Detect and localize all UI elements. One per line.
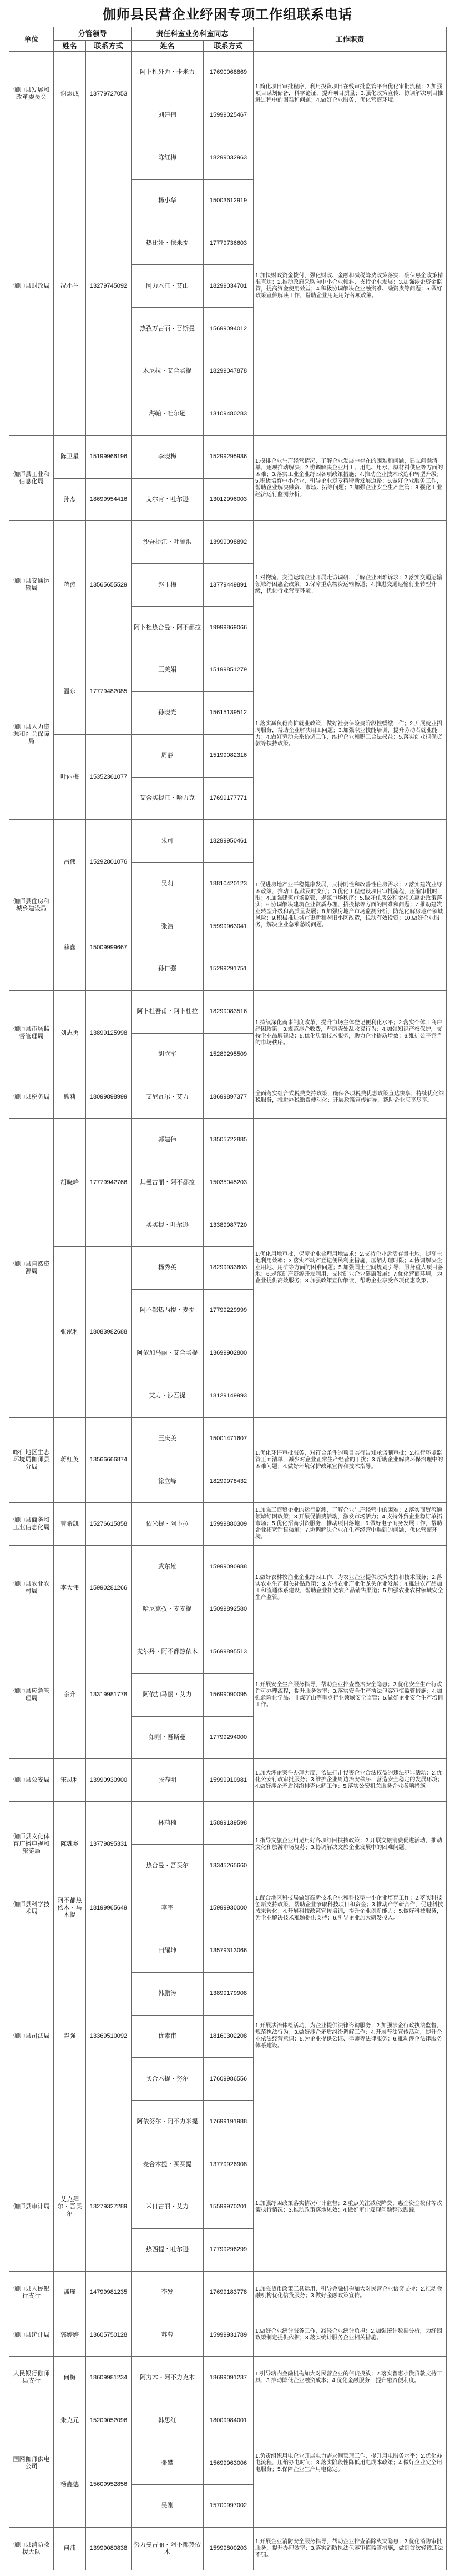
leader-phone-cell: 14799981235: [86, 2271, 132, 2314]
contact-phone-cell: 13109480283: [204, 393, 254, 435]
contact-name-cell: 韩思红: [132, 2399, 204, 2442]
contact-phone-cell: 15999025467: [204, 94, 254, 137]
contact-phone-cell: 15700997002: [204, 2484, 254, 2527]
contact-name-cell: 王美娟: [132, 649, 204, 692]
unit-name-cell: 伽师县住房和城乡建设局: [9, 820, 54, 990]
leader-name-cell: 艾克拜尔・吾买尔: [54, 2143, 86, 2272]
contact-name-cell: 刘建伟: [132, 94, 204, 137]
contact-name-cell: 张攀: [132, 2442, 204, 2485]
contact-phone-cell: 15599970201: [204, 2186, 254, 2228]
contact-phone-cell: 15035045203: [204, 1161, 254, 1204]
contact-name-cell: 阿力木江・艾山: [132, 265, 204, 308]
contact-name-cell: 田耀坤: [132, 1930, 204, 1972]
contact-phone-cell: 18810420123: [204, 863, 254, 905]
duty-cell: 1.做好企业统计服务工作，减轻企业统计负担；2.加强统计数据分析，为纾困政策制定提供依据；3.落实统计服务企业相关措施。: [254, 2314, 447, 2357]
unit-name-cell: 伽师县审计局: [9, 2143, 54, 2272]
contact-name-cell: 张浩: [132, 905, 204, 948]
unit-name-cell: 伽师县人力资源和社会保障局: [9, 649, 54, 820]
table-row: [9, 2527, 447, 2570]
leader-name-cell: 陈魏乡: [54, 1802, 86, 1887]
contact-name-cell: 韩鹏涛: [132, 1972, 204, 2015]
contact-phone-cell: 17699183778: [204, 2271, 254, 2314]
contact-name-cell: 武东雄: [132, 1546, 204, 1588]
leader-name-cell: 陈卫星: [54, 435, 86, 478]
contact-phone-cell: 17609986556: [204, 2058, 254, 2101]
contact-phone-cell: 13699902800: [204, 1332, 254, 1375]
contact-phone-cell: 15699895513: [204, 1631, 254, 1673]
unit-name-cell: 伽师县自然资源局: [9, 1119, 54, 1417]
duty-cell: 1.加快财政资金拨付，强化财政、金融和减税降费政策落实，确保惠企政策精准直达；2.推动政府采购向中小企业倾斜，支持企业发展；3.加强涉企资金监管，提高资金使用效益；4.积极协调解决企业融资难、融资贵等问题；5.做好政策宣传解读工作，帮助企业用足用好各项政策。: [254, 137, 447, 435]
leader-name-cell: 张泓利: [54, 1247, 86, 1417]
duty-cell: 1.负责组织用电企业开展电力需求侧管理工作，提升用电服务水平；2.优化办电流程，压缩办电时间；3.落实阶段性降低用电成本政策；4.做好企业安全用电服务；5.保障企业生产用电稳定。: [254, 2399, 447, 2528]
leader-name-cell: 刘志勇: [54, 990, 86, 1076]
duty-cell: 1.持续深化商事制度改革，提升市场主体登记便利化水平；2.落实个体工商户纾困政策；3.规范涉企收费，严厉查处乱收费行为；4.加强知识产权保护，支持企业品牌建设；5.优化质量技术服务，助力企业提质增效；6.维护公平竞争的市场秩序。: [254, 990, 447, 1076]
contact-name-cell: 海帕・吐尔逊: [132, 393, 204, 435]
leader-phone-cell: 18099898999: [86, 1076, 132, 1119]
leader-phone-cell: 18083982688: [86, 1247, 132, 1417]
table-row: [9, 1887, 447, 1930]
contact-name-cell: 阿卜杜吾甫・阿卜杜拉: [132, 990, 204, 1033]
duty-cell: 1.加大涉企案件办理力度，依法打击侵害企业合法权益的违法犯罪活动；2.优化公安行政审批服务；3.维护企业周边治安秩序，营造安全稳定的发展环境；4.做好涉企矛盾纠纷排查化解工作；5.落实公安机关服务企业各项措施。: [254, 1759, 447, 1802]
leader-name-cell: 薛鑫: [54, 905, 86, 991]
subheader-contact-name: 姓名: [132, 41, 204, 52]
contact-phone-cell: 15199851279: [204, 649, 254, 692]
leader-phone-cell: 15990281266: [86, 1546, 132, 1631]
leader-phone-cell: 15352361077: [86, 734, 132, 820]
contact-phone-cell: 17699191988: [204, 2101, 254, 2143]
contact-phone-cell: 18299034701: [204, 265, 254, 308]
table-row: [9, 1417, 447, 1460]
contact-phone-cell: 13899179908: [204, 1972, 254, 2015]
unit-name-cell: 伽师县科学技术局: [9, 1887, 54, 1930]
duty-cell: 1.优化用地审批，保障企业合理用地需求；2.支持企业盘活存量土地，提高土地利用效率；3.落实不动产登记便民利企措施，压缩办理时限；4.协调解决企业用地、用矿等方面的困难问题；5.加强国土空间规划引导，服务重大项目落地；6.规范矿产资源开发利用，支持矿业企业健康发展；7.优化营商环境，为企业提供高效服务；8.加强政策宣传解读，帮助企业享受各项优惠政策。: [254, 1119, 447, 1417]
leader-name-cell: 曹希凯: [54, 1503, 86, 1546]
unit-name-cell: 人民银行伽师县支行: [9, 2357, 54, 2399]
leader-name-cell: 叶丽梅: [54, 734, 86, 820]
contact-phone-cell: 18009984001: [204, 2399, 254, 2442]
unit-name-cell: 伽师县人民银行支行: [9, 2271, 54, 2314]
contact-phone-cell: 18299978432: [204, 1460, 254, 1503]
contact-name-cell: 沙吾提江・吐鲁洪: [132, 521, 204, 564]
contact-phone-cell: 17799229999: [204, 1289, 254, 1332]
contact-phone-cell: 18160302208: [204, 2015, 254, 2058]
contact-name-cell: 吴莉: [132, 863, 204, 905]
header-leader: 分管领导: [54, 27, 132, 41]
contact-name-cell: 其曼古丽・阿不都拉: [132, 1161, 204, 1204]
leader-phone-cell: 15209052096: [86, 2399, 132, 2442]
table-row: [9, 52, 447, 94]
unit-name-cell: 伽师县公安局: [9, 1759, 54, 1802]
duty-cell: 1.对物流、交通运输企业开展走访调研，了解企业困难诉求；2.落实交通运输领域纾困惠企政策；3.保障重点物资运输畅通；4.推进交通运输行业转型升级，优化行业营商环境。: [254, 521, 447, 649]
contact-phone-cell: 19999869066: [204, 607, 254, 649]
contact-phone-cell: 15999963041: [204, 905, 254, 948]
table-body: [9, 52, 447, 2570]
table-row: [9, 435, 447, 478]
contact-phone-cell: 15299291751: [204, 948, 254, 991]
table-row: [9, 2357, 447, 2399]
contact-name-cell: 买买提・吐尔逊: [132, 1204, 204, 1247]
leader-name-cell: 阿不都热依木・马木提: [54, 1887, 86, 1930]
contact-phone-cell: 13345265660: [204, 1845, 254, 1887]
subheader-leader-name: 姓名: [54, 41, 86, 52]
contact-phone-cell: 18299047878: [204, 350, 254, 393]
leader-phone-cell: 13279327289: [86, 2143, 132, 2272]
contact-name-cell: 依米提・阿卜拉: [132, 1503, 204, 1546]
contact-name-cell: 热孜万古丽・吾斯曼: [132, 308, 204, 350]
leader-phone-cell: 18199965649: [86, 1887, 132, 1930]
unit-name-cell: 伽师县农业农村局: [9, 1546, 54, 1631]
subheader-contact-phone: 联系方式: [204, 41, 254, 52]
contact-name-cell: 买合木提・努尔: [132, 2058, 204, 2101]
unit-name-cell: 伽师县市场监督管理局: [9, 990, 54, 1076]
table-row: [9, 990, 447, 1033]
unit-name-cell: 伽师县司法局: [9, 1930, 54, 2143]
contact-phone-cell: 18299083516: [204, 990, 254, 1033]
leader-phone-cell: 13279745092: [86, 137, 132, 435]
contact-phone-cell: 18129149993: [204, 1375, 254, 1417]
header-duty: 工作职责: [254, 27, 447, 52]
header-contact: 责任科室业务科室同志: [132, 27, 254, 41]
leader-phone-cell: 17779482085: [86, 649, 132, 735]
duty-cell: 1.优化环评审批服务，对符合条件的项目实行告知承诺制审批；2.推行环境监管正面清单，减少对企业正常生产经营的干扰；3.帮助企业解决环保治理中的困难问题；4.做好环境保护政策宣传和技术指导。: [254, 1417, 447, 1503]
contact-name-cell: 麦合木提・买买提: [132, 2143, 204, 2186]
contact-phone-cell: 17779736603: [204, 222, 254, 265]
contact-phone-cell: 15699963006: [204, 2442, 254, 2485]
table-row: [9, 1119, 447, 1161]
leader-name-cell: 熊莉: [54, 1076, 86, 1119]
contact-name-cell: 哈尼克孜・麦麦提: [132, 1588, 204, 1631]
contact-name-cell: 郭建伟: [132, 1119, 204, 1161]
duty-cell: 全面落实组合式税费支持政策，确保各项税费优惠政策直达快享；持续优化纳税服务，推进办税缴费便利化；开展政策宣传辅导，帮助企业应享尽享。: [254, 1076, 447, 1119]
leader-phone-cell: 18609981234: [86, 2357, 132, 2399]
contact-phone-cell: 15999880309: [204, 1503, 254, 1546]
table-row: [9, 820, 447, 863]
duty-cell: 1.落实减负稳岗扩就业政策，做好社会保险费阶段性缓缴工作；2.开展就业招聘服务，帮助企业解决用工问题；3.加强职业技能培训，提升劳动者就业能力；4.做好劳动关系协调工作，维护企业和职工合法权益；5.落实创业担保贷款等扶持政策。: [254, 649, 447, 820]
contact-name-cell: 热比娅・依米提: [132, 222, 204, 265]
duty-cell: 1.加强货币政策工具运用，引导金融机构加大对民营企业信贷支持；2.推动金融机构优化信贷服务；3.做好金融政策宣传。: [254, 2271, 447, 2314]
contact-phone-cell: 17699177771: [204, 777, 254, 820]
leader-name-cell: 蒋红英: [54, 1417, 86, 1503]
contact-phone-cell: 13999098892: [204, 521, 254, 564]
contact-name-cell: 李发: [132, 2271, 204, 2314]
contact-name-cell: 阿依加马丽・艾合买提: [132, 1332, 204, 1375]
leader-phone-cell: 15276615858: [86, 1503, 132, 1546]
contact-name-cell: 杨小华: [132, 179, 204, 222]
leader-phone-cell: 13779727053: [86, 52, 132, 137]
leader-phone-cell: 13779895331: [86, 1802, 132, 1887]
contact-name-cell: 麦尔丹・阿不都热依木: [132, 1631, 204, 1673]
unit-name-cell: 伽师县应急管理局: [9, 1631, 54, 1759]
contact-name-cell: 热合曼・吾买尔: [132, 1845, 204, 1887]
contact-name-cell: 艾力・沙吾提: [132, 1375, 204, 1417]
contact-phone-cell: 15099892580: [204, 1588, 254, 1631]
table-row: [9, 1546, 447, 1588]
contact-phone-cell: 15699090095: [204, 1673, 254, 1716]
contact-name-cell: 阿不都热西提・麦提: [132, 1289, 204, 1332]
contact-name-cell: 李晓梅: [132, 435, 204, 478]
duty-cell: 1.开展法治体检活动，为企业提供法律咨询服务；2.加强涉企行政执法监督，规范执法行为；3.做好涉企矛盾纠纷调解工作；4.开展普法宣传活动，提升企业依法经营意识；5.为企业提供公证、律师等法律服务；6.推动涉企法律服务体系建设。: [254, 1930, 447, 2143]
contact-phone-cell: 15999930000: [204, 1887, 254, 1930]
contact-name-cell: 吴刚: [132, 2484, 204, 2527]
table-row: [9, 2143, 447, 2186]
table-row: [9, 1631, 447, 1673]
unit-name-cell: 伽师县工业和信息化局: [9, 435, 54, 521]
leader-name-cell: 潘瑾: [54, 2271, 86, 2314]
duty-cell: 1.配合地区科技局做好高新技术企业和科技型中小企业培育工作；2.落实科技创新支持政策，帮助企业争取科技项目和资金；3.推动产学研合作，促进科技成果转化；4.开展科技政策宣传培训，提升企业创新能力；5.做好科技服务，为企业解决技术难题提供支持；6.引导企业加大研发投入。: [254, 1887, 447, 1930]
contact-table: [9, 27, 447, 2570]
leader-name-cell: 郭婷婷: [54, 2314, 86, 2357]
leader-name-cell: 赵强: [54, 1930, 86, 2143]
leader-name-cell: 孙杰: [54, 478, 86, 521]
leader-phone-cell: 15292801076: [86, 820, 132, 905]
leader-name-cell: 杨鑫德: [54, 2442, 86, 2528]
duty-cell: 1.指导文旅企业用足用好各项纾困扶持政策；2.开展文旅消费促进活动，推动文化和旅游市场复苏；3.协调解决文旅企业发展中的困难问题。: [254, 1802, 447, 1887]
unit-name-cell: 伽师县文化体育广播电视和旅游局: [9, 1802, 54, 1887]
contact-phone-cell: 15001471607: [204, 1417, 254, 1460]
contact-name-cell: 杨秀英: [132, 1247, 204, 1290]
table-row: [9, 1076, 447, 1119]
contact-phone-cell: 17690068869: [204, 52, 254, 94]
header-row: [9, 27, 447, 41]
contact-phone-cell: 18299933603: [204, 1247, 254, 1290]
table-row: [9, 137, 447, 179]
contact-phone-cell: 15999910981: [204, 1759, 254, 1802]
contact-phone-cell: 13779449891: [204, 564, 254, 607]
table-row: [9, 1802, 447, 1845]
contact-name-cell: 阿依加马丽・艾力: [132, 1673, 204, 1716]
contact-name-cell: 赵玉梅: [132, 564, 204, 607]
duty-cell: 1.摸排企业生产经营情况，了解企业发展中存在的困难和问题，建立问题清单，逐项推动解决；2.协调解决企业用工、用电、用水、原材料供应等方面的困难；3.落实工业企业纾困各项政策措施；4.推动企业技术改造和转型升级；5.积极培育中小企业，引导企业走专精特新发展道路；6.做好企业服务工作，帮助企业解决融资、市场开拓等问题；7.加强企业安全生产监管；8.强化工业经济运行监测分析。: [254, 435, 447, 521]
leader-name-cell: 胡晓峰: [54, 1119, 86, 1247]
contact-name-cell: 陈红梅: [132, 137, 204, 179]
leader-phone-cell: 13990930900: [86, 1759, 132, 1802]
table-row: [9, 2271, 447, 2314]
contact-phone-cell: 13012996003: [204, 478, 254, 521]
contact-phone-cell: 13389987720: [204, 1204, 254, 1247]
contact-name-cell: 热西提・吐尔逊: [132, 2228, 204, 2271]
page-title: 伽师县民营企业纾困专项工作组联系电话: [103, 6, 352, 22]
unit-name-cell: 伽师县发展和改革委员会: [9, 52, 54, 137]
leader-name-cell: 朱克元: [54, 2399, 86, 2442]
contact-name-cell: 努力曼古丽・阿不都热依木: [132, 2527, 204, 2570]
leader-phone-cell: 13319981778: [86, 1631, 132, 1759]
duty-cell: 1.加强纾困政策落实情况审计监督；2.重点关注减税降费、惠企资金拨付等政策执行情况；3.推动政策落地见效；4.做好审计发现问题整改跟踪。: [254, 2143, 447, 2272]
table-row: [9, 1930, 447, 1972]
contact-phone-cell: 17799294000: [204, 1716, 254, 1759]
contact-name-cell: 孙晓光: [132, 691, 204, 734]
contact-name-cell: 艾尔肯・吐尔逊: [132, 478, 204, 521]
unit-name-cell: 伽师县消防救援大队: [9, 2527, 54, 2570]
leader-phone-cell: 17779942766: [86, 1119, 132, 1247]
contact-phone-cell: 18299032963: [204, 137, 254, 179]
contact-name-cell: 阿卜杜热合曼・阿不都拉: [132, 607, 204, 649]
table-row: [9, 1759, 447, 1802]
leader-phone-cell: 13565655529: [86, 521, 132, 649]
contact-name-cell: 胡立军: [132, 1033, 204, 1076]
contact-name-cell: 徐立峰: [132, 1460, 204, 1503]
leader-name-cell: 蒋涛: [54, 521, 86, 649]
header-unit: 单位: [9, 27, 54, 52]
duty-cell: 1.促进房地产业平稳健康发展，支持刚性和改善性住房需求；2.落实建筑业纾困政策，推动工程款及时支付；3.优化工程建设项目审批流程，压缩审批时限；4.加强建筑市场监管，规范市场秩序；5.做好住房公积金相关惠企政策落实；6.协调解决建筑企业资质办理、招投标等方面的困难和问题；7.推动建筑业转型升级和高质量发展；8.加强房地产市场监测分析，防范化解房地产领域风险；9.积极推进城市更新和老旧小区改造，拉动有效投资；10.做好企业服务，解决企业急难愁盼问题。: [254, 820, 447, 990]
leader-phone-cell: 13605750128: [86, 2314, 132, 2357]
leader-name-cell: 况小兰: [54, 137, 86, 435]
unit-name-cell: 伽师县税务局: [9, 1076, 54, 1119]
leader-name-cell: 何梅: [54, 2357, 86, 2399]
contact-phone-cell: 18699091237: [204, 2357, 254, 2399]
contact-phone-cell: 15999090988: [204, 1546, 254, 1588]
table-row: [9, 649, 447, 692]
contact-phone-cell: 15899139598: [204, 1802, 254, 1845]
contact-phone-cell: 18299950461: [204, 820, 254, 863]
duty-cell: 1.开展企业消防安全服务指导，帮助企业排查消除火灾隐患；2.优化消防审批服务，提升办理效率；3.落实消防执法包容审慎监管措施，做到首次轻微违法不罚。: [254, 2527, 447, 2570]
contact-name-cell: 周静: [132, 734, 204, 777]
contact-name-cell: 米日古丽・艾力: [132, 2186, 204, 2228]
unit-name-cell: 国网伽师供电公司: [9, 2399, 54, 2528]
contact-name-cell: 林莉楠: [132, 1802, 204, 1845]
contact-name-cell: 李宇: [132, 1887, 204, 1930]
contact-phone-cell: 13779926908: [204, 2143, 254, 2186]
leader-name-cell: 李大伟: [54, 1546, 86, 1631]
leader-name-cell: 何浦: [54, 2527, 86, 2570]
table-row: [9, 2314, 447, 2357]
contact-phone-cell: 18699897377: [204, 1076, 254, 1119]
contact-name-cell: 阿力木・阿不力克木: [132, 2357, 204, 2399]
contact-name-cell: 艾尼瓦尔・艾力: [132, 1076, 204, 1119]
leader-name-cell: 余升: [54, 1631, 86, 1759]
contact-name-cell: 阿卜杜外力・卡米力: [132, 52, 204, 94]
contact-name-cell: 朱可: [132, 820, 204, 863]
contact-name-cell: 王庆美: [132, 1417, 204, 1460]
contact-name-cell: 阿依努尔・阿不力米提: [132, 2101, 204, 2143]
duty-cell: 1.加强工商贸企业的运行监测，了解企业生产经营中的困难；2.落实商贸流通领域纾困政策；3.开展促消费活动，激发市场活力；4.支持外贸企业稳订单拓市场；5.优化招商引资服务，推动项目落地；6.做好电子商务发展工作，帮助企业拓宽销售渠道；7.协调解决企业在生产经营中遇到的问题，优化营商环境。: [254, 1503, 447, 1546]
duty-cell: 1.简化项目审批程序，利用投资项目在线审批监管平台优化审批流程；2.加强项目谋划储备，科学论证，提升项目质量；3.强化政策宣传，协调解决项目推进过程中的困难和问题；4.做好企业服务，优化营商环境。: [254, 52, 447, 137]
leader-phone-cell: 15199966196: [86, 435, 132, 478]
contact-phone-cell: 15615139512: [204, 691, 254, 734]
contact-phone-cell: 13579313066: [204, 1930, 254, 1972]
unit-name-cell: 伽师县财政局: [9, 137, 54, 435]
leader-phone-cell: 15009999667: [86, 905, 132, 991]
leader-name-cell: 谢煜成: [54, 52, 86, 137]
contact-name-cell: 木尼拉・艾合买提: [132, 350, 204, 393]
contact-phone-cell: 13505722885: [204, 1119, 254, 1161]
contact-name-cell: 如则・吾斯曼: [132, 1716, 204, 1759]
unit-name-cell: 伽师县交通运输局: [9, 521, 54, 649]
leader-name-cell: 宋凤利: [54, 1759, 86, 1802]
leader-name-cell: 温东: [54, 649, 86, 735]
leader-phone-cell: 13899125998: [86, 990, 132, 1076]
contact-phone-cell: 15999800203: [204, 2527, 254, 2570]
leader-name-cell: 吕伟: [54, 820, 86, 905]
leader-phone-cell: 15609952856: [86, 2442, 132, 2528]
contact-name-cell: 艾合买提江・哈力克: [132, 777, 204, 820]
contact-phone-cell: 15199082316: [204, 734, 254, 777]
contact-name-cell: 优素甫: [132, 2015, 204, 2058]
subheader-leader-phone: 联系方式: [86, 41, 132, 52]
unit-name-cell: 喀什地区生态环境局伽师县分局: [9, 1417, 54, 1503]
duty-cell: 1.做好农林牧渔业企业纾困工作，为农业企业提供政策支持和技术服务；2.落实农业生产相关补贴政策；3.支持农业产业化龙头企业发展；4.推进农产品加工和流通体系建设，帮助企业拓宽农产品销售渠道；5.加强农业农村领域安全生产监管。: [254, 1546, 447, 1631]
duty-cell: 1.开展安全生产服务指导，帮助企业排查整治安全隐患；2.优化安全生产行政许可办理流程，提升服务效率；3.落实安全生产执法包容审慎监管措施；4.加强危险化学品、非煤矿山等重点行业领域安全监管；5.做好企业安全生产培训工作。: [254, 1631, 447, 1759]
leader-phone-cell: 13566666874: [86, 1417, 132, 1503]
contact-phone-cell: 15299295936: [204, 435, 254, 478]
duty-cell: 1.引导辖内金融机构加大对民营企业的信贷投放；2.落实普惠小微贷款支持工具；3.推动降低企业融资成本；4.优化金融服务，提升融资便利度。: [254, 2357, 447, 2399]
contact-phone-cell: 15003612919: [204, 179, 254, 222]
leader-phone-cell: 13999080838: [86, 2527, 132, 2570]
contact-name-cell: 孙仁强: [132, 948, 204, 991]
contact-phone-cell: 17799296299: [204, 2228, 254, 2271]
unit-name-cell: 伽师县商务和工业信息化局: [9, 1503, 54, 1546]
contact-phone-cell: 15289295509: [204, 1033, 254, 1076]
contact-name-cell: 张春明: [132, 1759, 204, 1802]
unit-name-cell: 伽师县统计局: [9, 2314, 54, 2357]
contact-phone-cell: 15699094012: [204, 308, 254, 350]
table-row: [9, 521, 447, 564]
leader-phone-cell: 13369510092: [86, 1930, 132, 2143]
contact-name-cell: 苏蓉: [132, 2314, 204, 2357]
table-row: [9, 2399, 447, 2442]
contact-phone-cell: 15999931789: [204, 2314, 254, 2357]
leader-phone-cell: 18699954416: [86, 478, 132, 521]
table-row: [9, 1503, 447, 1546]
